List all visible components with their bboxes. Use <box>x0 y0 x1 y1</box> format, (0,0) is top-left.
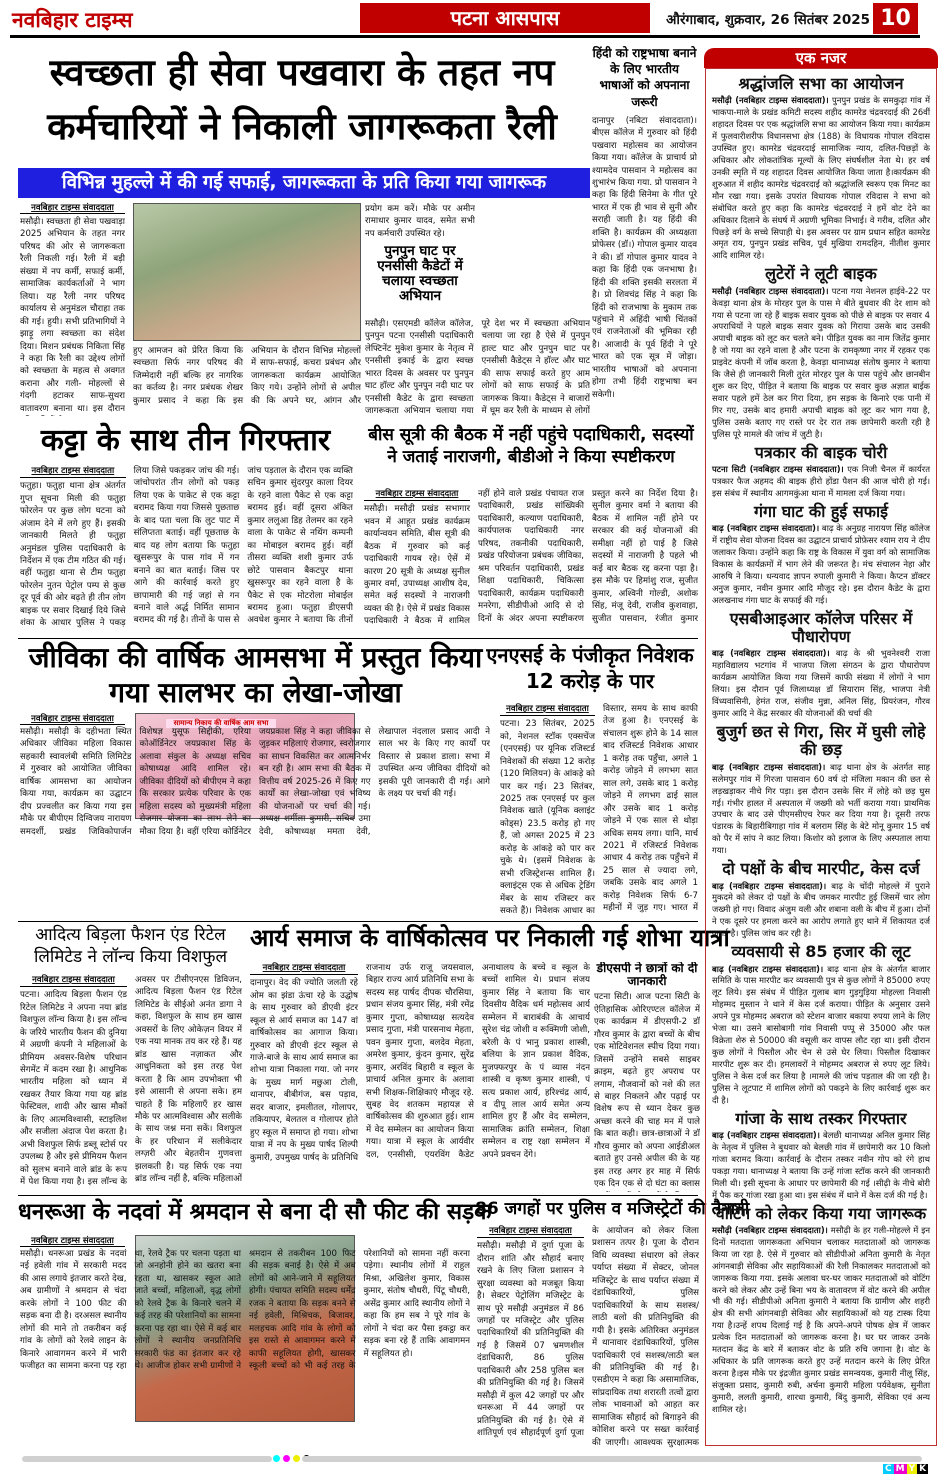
section-title: पटना आसपास <box>450 6 560 30</box>
sidebar-headline: श्रद्धांजलि सभा का आयोजन <box>738 74 904 93</box>
katta-body: फतुहा। फतुहा थाना क्षेत्र अंतर्गत गुप्त सूचना मिली की फतुहा फोरलेन पर कुछ लोग घटना को अंजाम देने में लगे हुए हैं। इसकी जानकारी मिलते ही फतुहा अनुमंडल पुलिस पदाधिकारी के निर्देशन में एक टीम गठित की गई। वहीं फतुहा थाना से टीम फतुहा फोरलेन नुतन पेट्रोल पम्प से कुछ दूर पूर्व की ओर बढ़ते ही तीन लोग बाइक पर सवार दिखाई दिये जिसे शंका के आधार पुलिस ने पकड़ लिया जिसे पकड़कर जांच की गई। जांचोपरांत तीन लोगों को पकड़ लिया एक के पाकेट से एक कट्टा बरामद किया गया जिससे पुछताछ के बाद पता चला कि लुट पाट में संलिप्तता बताई। वहीं पूछताछ के बाद यह लोग बताया कि फतुहा खुसरूपुर के पास गांव में गन बनाने का बात बताई। जिस पर आगे की कार्रवाई करते हुए छापामारी की गई जहां से गन बनाने वाले अर्द्ध निर्मित सामान बरामद की गई है। तीनों के पास से जांच पड़ताल के दौरान एक व्यक्ति सचिन कुमार सुंदरपुर काला दियर के रहने वाला पैकेट से एक कट्टा बरामद हुई। वहीं दूसरा अंकित कुमार ललुआ डिह तेलमर का रहने वाला के पाकेट से नथिंग कम्पनी का मोबाइल बरामद हुई। वहीं तीसरा व्यक्ति शशी कुमार उर्फ छोटे पासवान बैकटपुर थाना खुसरूपुर का रहने वाला है के पैकेट से एक मोटरोला मोबाईल बरामद हुआ। फतुहा डीएसपी अवधेश कुमार ने बताया कि तीनों <box>20 466 353 629</box>
katta-article <box>20 465 353 633</box>
hindi-body: दानापुर (नबिटा संवाददाता)। बीएस कॉलेज में गुरुवार को हिंदी पखवारा महोत्सव का आयोजन किया गया। कॉलेज के प्राचार्य प्रो श्यामदेव पासवान ने महोत्सव का शुभारंभ किया गया. प्रो पासवान ने कहा कि हिंदी सिनेमा के गीत पूरे भारत में एक ही भाव से सुनी और सराही जाती है। यह हिंदी की शक्ति है। कार्यक्रम की अध्यक्षता प्रोफेसर (डॉ।) गोपाल कुमार यादव ने की। डॉ गोपाल कुमार यादव ने कहा कि हिंदी एक जनभाषा है। हिंदी की शक्ति इसकी सरलता में है। प्रो शिवचंद्र सिंह ने कहा कि हिंदी को राजभाषा के मुकाम तक पहुंचाने में अहिंदी भाषी चिंतकों एवं राजनेताओं की भूमिका रही है। आजादी के पूर्व हिंदी ने पूरे भारत को एक सूत्र में जोड़ा। भारतीय भाषाओं को अपनाना होगा तभी हिंदी राष्ट्रभाषा बन सकेगी। <box>592 115 697 400</box>
bees-sutri-article <box>364 488 698 633</box>
katta-headline: कट्टा के साथ तीन गिरफ्तार <box>40 423 331 458</box>
sidebar-story-dateline: बाढ़ (नवबिहार टाइम्स संवाददाता)। <box>712 523 820 534</box>
sidebar-story-dateline: बाढ़ (नवबिहार टाइम्स संवाददाता)। <box>712 880 827 891</box>
byline: नवबिहार टाइम्स संवाददाता <box>20 974 127 987</box>
police-headline: 86 जगहों पर पुलिस व मजिस्ट्रेटों की तैनाती <box>475 1199 750 1219</box>
ek-nazar-tab <box>704 48 938 68</box>
sidebar-story-text: बाढ़ के चोंदी मोहल्ले में पुराने मुकदमे को लेकर दो पक्षों के बीच जमकर मारपीट हुई जिसमें चार लोग जख्मी हो गए। विवाद अंजुम वली और शबाना वली के बीच में हुआ। दोनों ने एक दूसरे पर हमला करने का आरोप लगाते हुए थाने में शिकायत दर्ज कराई है। पुलिस जांच कर रही है। <box>712 880 930 939</box>
sidebar-headline: वोटिंग को लेकर किया गया जागरूक <box>715 1203 927 1223</box>
jeevika-photo-banner: सामान्य निकाय की वार्षिक आम सभा <box>166 719 276 728</box>
bees-sutri-body: मसौढ़ी। मसौढ़ी प्रखंड सभागार भवन में आहूत प्रखंड कार्यक्रम कार्यान्वयन समिति, बीस सूत्री की बैठक में गुरुवार को कई पदाधिकारी गायब रहे। ऐसें में कारण 20 सूत्री के अध्यक्ष सुनील कुमार वर्मा, उपाध्यक्ष आशीष देव, समेत कई सदस्यों ने नाराजगी व्यक्त की है। ऐसे में प्रखंड विकास पदाधिकारी ने बैठक में शामिल नहीं होने वाले प्रखंड पंचायत राज पदाधिकारी, प्रखंड सांख्यिकी पदाधिकारी, कल्याण पदाधिकारी, कार्यपालक पदाधिकारी नगर परिषद, तकनीकी पदाधिकारी, प्रखंड परियोजना प्रबंधक जीविका, श्रम परिवर्तन पदाधिकारी, प्रखंड शिक्षा पदाधिकारी, चिकित्सा पदाधिकारी, कार्यक्रम पदाधिकारी मनरेगा, सीडीपीओ आदि से दो दिनों के अंदर अपना स्पष्टीकरण प्रस्तुत करने का निर्देश दिया है। सुनील कुमार वर्मा ने बताया की बैठक में शामिल नहीं होने पर सरकार की कई योजनाओं की समीक्षा नहीं हो पाई है जिसे सदस्यों में नाराजगी है पहले भी कई बार बैठक रद्द करना पड़ा है। इस मौके पर हिमांशु राज, सुजीत कुमार, अश्विनी गोल्डी, अशोक सिंह, मंजू देवी, राजीव कुशवाहा, सुजीत पासवान, रंजीत कुमार <box>364 489 698 627</box>
sidebar-story-text: बाढ़ थाना क्षेत्र के अंतर्गत बाजार समिति के पास मारपीट कर व्यवसायी पुत्र से कुछ लोगों ने 85000 रुपए लूट लिये। इस संबंध में पीड़ित गुलाब बाग गुड़गुड़िया मोहल्ला निवासी मोहम्मद मुस्तान ने थाने में केस दर्ज कराया। पीड़ित के अनुसार उसने अपने पुत्र मोहम्मद अबराज को स्टेशन बाजार बकाया रुपया लाने के लिए भेजा था। उसने बासोबागी गांव निवासी पप्पू से 35000 और फल विक्रेता शेरु से 50000 की वसूली कर वापस लौट रहा था। इसी दौरान कुछ लोगों ने पिस्तौल और चेन से उसे घेर लिया। पिस्तौल दिखाकर मारपीट शुरू कर दी। हमलावरों ने मोहम्मद अबराज से रुपए लूट लिये। पुलिस ने केस दर्ज कर लिया है ।मामले की जांच पड़ताल की जा रही है। पुलिस ने लूटपाट में शामिल लोगों को पकड़ने के लिए कार्रवाई शुरू कर दी है। <box>712 963 931 1105</box>
dhanrua-headline: धनरूआ के नदवां में श्रमदान से बना दी सौ फीट की सड़क <box>18 1199 492 1225</box>
cmyk-m: M <box>895 1464 905 1474</box>
sidebar-story-dateline: बाढ़ (नवबिहार टाइम्स संवाददाता)। <box>712 761 826 772</box>
jeevika-headline: जीविका की वार्षिक आमसभा में प्रस्तुत किया गया सालभर का लेखा-जोखा <box>28 641 483 709</box>
aditya-headline: आदित्य बिड़ला फैशन एंड रिटेल लिमिटेड ने लॉन्च किया विशफुल <box>33 925 228 968</box>
sidebar-story-body <box>712 964 930 1107</box>
police-article <box>477 1225 699 1450</box>
lead-body-3: प्रयोग कम करें। मौके पर अमीन रामाधार कुमार यादव, समेत सभी नप कर्मचारी उपस्थित रहे। <box>365 204 475 239</box>
arya-body: दानापुर। वेद की ज्योति जलती रहे ओम का झंडा ऊंचा रहे के उद्घोष के साथ गुरुवार को डीएवी इंटर स्कूल से आर्य समाज का 147 वां वार्षिकोत्सव का आगाज किया। गुरुवार को डीएवी इंटर स्कूल से गाजे-बाजे के साथ आर्य समाज का शोभा यात्रा निकाला गया. जो नगर के मुख्य मार्ग मछुआ टोली, थानापर, बीबीगंज, बस पड़ाव, सदर बाजार, इमलीतल, गोलापर, तकियापर, बेलतल व गोलापर होते हुए स्कूल में समाप्त हो गया। शोभा यात्रा में नप के मुख्य पार्षद शिल्पी कुमारी, उपमुख्य पार्षद के प्रतिनिधि राजनाथ उर्फ राजू जयसवाल, बिहार राज्य आर्य प्रतिनिधि सभा के सदस्य सह पार्षद दीपक चौरसिया, प्रधान संजय कुमार सिंह, मंत्री रमेंद्र कुमार गुप्ता, कोषाध्यक्ष सत्यदेव प्रसाद गुप्ता, मंत्री पारसनाथ मेहता, पवन कुमार गुप्ता, बलदेव मेहता, अमरेश कुमार, कुंदन कुमार, सुरेंद्र कुमार, अरविंद बिहारी व स्कूल के प्राचार्य अनिल कुमार के अलावा सभी शिक्षक-शिक्षिकाएं मौजूद रहे. सुबह वेद शतकम महायज्ञ से वार्षिकोत्सव की शुरुआत हुई। शाम में वेद सम्मेलन का आयोजन किया गया। यात्रा में स्कूल के आर्यवीर दल, एनसीसी, एयरविंग कैडेट अनाथालय के बच्चे व स्कूल के बच्चों शामिल थे। प्रधान संजय कुमार सिंह ने बताया कि चार दिवसीय वैदिक धर्म महोत्सव आर्य सम्मेलन में बाराबंकी के आचार्य सुरेश चंद्र जोशी व रूक्मिणी जोशी, बरेली के पं भानु प्रकाश शास्त्री, बलिया के ज्ञान प्रकाश वैदिक, मुजफ्फरपुर के पं व्यास नंदन शास्त्री व कृष्ण कुमार शास्त्री, पं सत्य प्रकाश आर्य, हरिश्चंद्र आर्य, व दीपू लाल आर्य समेत अन्य शामिल हुए हैं और वेद सम्मेलन, सामाजिक क्रांति सम्मेलन, शिक्षा सम्मेलन व राष्ट्र रक्षा सम्मेलन में अपने प्रवचन देंगे। <box>250 963 590 1163</box>
cmyk-y: Y <box>908 1464 916 1474</box>
sidebar-story-dateline: पटना सिटी (नवबिहार टाइम्स संवाददाता)। <box>712 464 844 475</box>
hindi-headline: हिंदी को राष्ट्रभाषा बनाने के लिए भारतीय भाषाओं को अपनाना जरूरी <box>592 46 697 109</box>
lead-photo <box>133 203 361 341</box>
page-number: 10 <box>873 3 918 34</box>
sidebar-story-body <box>712 1225 930 1416</box>
sidebar-story-text: बाढ़ के श्री भुवनेश्वरी राजा महाविद्यालय भटगांव में भाजपा जिला संगठन के द्वारा पौधारोपण कार्यक्रम आयोजित किया गया जिसमें काफी संख्या में लोगों ने भाग लिया। इस दौरान पूर्व जिलाध्यक्ष डॉ सियाराम सिंह, भाजपा नेत्री विंध्यवासिनी, हेमंत राज, संजीव मुन्ना, अनिल सिंह, प्रियरंजन, गौरव कुमार आदि ने केंद्र सरकार की योजनाओं की चर्चा की <box>712 648 931 719</box>
police-body: मसौढ़ी। मसौढ़ी में दुर्गा पूजा के दौरान शांति और सौहार्द बनाए रखने के लिए जिला प्रशासन ने सुरक्षा व्यवस्था को मजबूत किया है। सेक्टर पेट्रोलिंग मजिस्ट्रेट के साथ पूरे मसौढ़ी अनुमंडल में 86 जगहों पर मजिस्ट्रेट और पुलिस पदाधिकारियों की प्रतिनियुक्ति की गई है जिसमें 07 भ्रमणशील दंडाधिकारी, 86 पुलिस पदाधिकारी और 258 पुलिस बल की प्रतिनियुक्ति की गई है। जिसमें मसौढ़ी में कुल 42 जगहों पर और धनरूआ में 44 जगहों पर प्रतिनियुक्ति की गई है। ऐसे में शांतिपूर्ण एवं सौहार्दपूर्ण दुर्गा पूजा के आयोजन को लेकर जिला प्रशासन तत्पर है। पूजा के दौरान विधि व्यवस्था संधारण को लेकर पर्याप्त संख्या में सेक्टर, जोनल मजिस्ट्रेट के साथ पर्याप्त संख्या में दंडाधिकारियों, पुलिस पदाधिकारियों के साथ सशस्त्र/लाठी बलो की प्रतिनियुक्ति की गयी है। इसके अतिरिक्त अनुमंडल में थानावार दंडाधिकारियों, पुलिस पदाधिकारी एवं सशस्त्र/लाठी बल की प्रतिनियुक्ति की गई है। एसडीएम ने कहा कि असामाजिक, सांप्रदायिक तथा शरारती तत्वों द्वारा लोक भावनाओं को आहत कर सामाजिक सौहार्द को बिगाड़ने की कोशिश करने पर सख्त कार्रवाई की जाएगी। आवश्यक सुरक्षात्मक <box>477 1226 699 1448</box>
divider <box>18 638 698 639</box>
sidebar-headline: बुजुर्ग छत से गिरा, सिर में घुसी लोहे की छड़ <box>716 721 926 760</box>
sidebar-story-body <box>712 286 930 441</box>
ek-nazar-box <box>705 68 937 1446</box>
sidebar-story-body <box>712 762 930 857</box>
sidebar-story-body <box>712 464 930 500</box>
sidebar-story-dateline: बाढ़ (नवबिहार टाइम्स संवाददाता)। <box>712 648 830 659</box>
lead-headline: स्वच्छता ही सेवा पखवारा के तहत नप कर्मचारियों ने निकाली जागरूकता रैली <box>47 51 557 148</box>
nse-body: पटना। 23 सितंबर, 2025 को, नेशनल स्टॉक एक्सचेंज (एनएसई) पर यूनिक रजिस्टर्ड निवेशकों की संख्या 12 करोड़ (120 मिलियन) के आंकड़े को पार कर गई। 23 सितंबर, 2025 तक एनएसई पर कुल निवेशक खाते (यूनिक क्लाइंट कोड्स) 23.5 करोड़ हो गए हैं, जो अगस्त 2025 में 23 करोड़ के आंकड़े को पार कर चुके थे। (इसमें निवेशक के सभी रजिस्ट्रेशन्स शामिल हैं। क्लाइंट्स एक से अधिक ट्रेडिंग मेंबर के साथ रजिस्टर कर सकते हैं)। निवेशक आधार का विस्तार, समय के साथ काफी तेज हुआ है। एनएसई के संचालन शुरू होने के 14 साल बाद रजिस्टर्ड निवेशक आधार 1 करोड़ तक पहुँचा, अगले 1 करोड़ जोड़ने में लगभग सात साल लगे, उसके बाद 1 करोड़ जोड़ने में लगभग ढाई साल और उसके बाद 1 करोड़ जोड़ने में एक साल से थोड़ा अधिक समय लगा। यानि, मार्च 2021 में रजिस्टर्ड निवेशक आधार 4 करोड़ तक पहुँचने में 25 साल से ज्यादा लगे, जबकि उसके बाद अगले 1 करोड़ निवेशक सिर्फ 6-7 महीनों में जुड़ गए। भारत में <box>500 704 698 917</box>
sidebar-story-text: एक निजी चैनल में कार्यरत पत्रकार फैज अहमद की बाइक हीरो होंडा पैशन की आज चोरी हो गई। इस संबंध में स्थानीय आगमकुंआ थाना में मामला दर्ज किया गया। <box>712 464 930 498</box>
ek-nazar-title: एक नजर <box>795 49 847 67</box>
lead-banner-text: विभिन्न मुहल्ले में की गई सफाई, जागरूकता के प्रति किया गया जागरूक <box>61 172 547 193</box>
sidebar-headline: लुटेरों ने लूटी बाइक <box>765 264 877 284</box>
sidebar-story-body <box>712 648 930 720</box>
masthead-logo: नवबिहार टाइम्स <box>12 8 133 32</box>
sidebar-story-body <box>712 881 930 941</box>
cmyk-c: C <box>885 1464 892 1474</box>
byline: नवबिहार टाइम्स संवाददाता <box>20 465 126 478</box>
sidebar-story-dateline: मसौढ़ी (नवबिहार टाइम्स संवाददाता)। <box>712 1224 828 1235</box>
dsp-article <box>594 962 700 1192</box>
sidebar-headline: गांजा के साथ तस्कर गिरफ्तार <box>735 1108 907 1128</box>
divider <box>18 921 698 922</box>
sidebar-story-dateline: बाढ़ (नवबिहार टाइम्स संवाददाता)। <box>712 1129 820 1140</box>
sidebar-story-body <box>712 523 930 606</box>
bees-sutri-headline: बीस सूत्री की बैठक में नहीं पहुंचे पदाधिकारी, सदस्यों ने जताई नाराजगी, बीडीओ ने किया स्पष्टीकरण <box>368 425 694 468</box>
hindi-story <box>592 45 697 419</box>
byline: नवबिहार टाइम्स संवाददाता <box>500 703 595 716</box>
sidebar-story-dateline: मसौढ़ी (नवबिहार टाइम्स संवाददाता)। <box>712 95 829 106</box>
byline: नवबिहार टाइम्स संवाददाता <box>477 1225 584 1238</box>
byline: नवबिहार टाइम्स संवाददाता <box>20 713 125 725</box>
sidebar-story-text: बाढ़ के अनुग्रह नारायण सिंह कॉलेज में राष्ट्रीय सेवा योजना दिवस का उद्घाटन प्राचार्य प्रोफ़ेसर श्याम राय ने दीप जलाकर किया। उन्होंने कहा कि राष्ट्र के विकास में युवा वर्ग को सामाजिक विकास के कार्यक्रमों में भाग लेने की जरूरत है। मंच संचालन नेहा और आरुषि ने किया। धन्यवाद ज्ञापन रुपाली कुमारी ने किया। कैप्टन डॉक्टर अनुज कुमार, नवीन कुमार आदि मौजूद रहे। इस दौरान कैडेट के द्वारा अलखनाथ गंगा घाट के सफाई की गई। <box>712 523 931 605</box>
section-banner <box>360 3 650 33</box>
byline: नवबिहार टाइम्स संवाददाता <box>250 962 358 975</box>
sidebar-story-text: पुनपुन प्रखंड के समकुढ़ा गांव में भाकपा-माले के प्रखंड कमिटी सदस्य शहीद कामरेड चंद्रवरदाई की 26वीं शहादत दिवस पर एक श्रद्धांजलि सभा का आयोजन किया गया। कार्यक्रम में फुलवारीशरीफ विधानसभा क्षेत्र (188) के विधायक गोपाल रविदास उपस्थित हुए। कामरेड चंद्रवरदाई सामाजिक न्याय, दलित-पिछड़ों के अधिकार और लोकतांत्रिक मूल्यों के लिए संघर्षशील नेता थे। हर वर्ष उनकी स्मृति में यह शहादत दिवस आयोजित किया जाता है।कार्यक्रम की शुरुआत में शहीद कामरेड चंद्रवरदाई को श्रद्धांजलि स्वरूप एक मिनट का मौन रखा गया। इसके उपरांत विधायक गोपाल रविदास ने सभा को संबोधित करते हुए कहा कि कामरेड चंद्रवरदाई ने हमें वोट देने का अधिकार दिलाने के संघर्ष में अग्रणी भूमिका निभाई। वे गरीब, दलित और पिछड़े वर्ग के सच्चे सिपाही थे। इस अवसर पर ग्राम प्रधान सहित कामरेड अमृत राय, पुनपुन प्रखंड सचिव, पूर्व मुखिया रामदहिन, नीतीश कुमार आदि शामिल रहे। <box>712 95 931 261</box>
ncc-headline: पुनपुन घाट पर एनसीसी कैडेटों में चलाया स्वच्छता अभियान <box>377 243 463 304</box>
lead-body-2: हुए आमजन को प्रेरित किया कि स्वच्छता सिर्फ नगर परिषद की जिम्मेदारी नहीं बल्कि हर नागरिक का कर्तव्य है। नगर प्रबंधक शेखर कुमार प्रसाद ने कहा कि इस अभियान के दौरान विभिन्न मोहल्लों में साफ-सफाई, कचरा प्रबंधन और जागरूकता कार्यक्रम आयोजित किए गये। उन्होंने लोगों से अपील की कि अपने घर, आंगन और <box>133 346 361 406</box>
lead-banner <box>18 168 590 198</box>
header-rule <box>10 35 920 38</box>
aditya-body: पटना। आदित्य बिड़ला फैशन एंड रिटेल लिमिटेड ने अपना नया ब्रांड विशफुल लॉन्च किया है। इस लॉन्च के जरिये भारतीय फैशन की दुनिया में अग्रणी कंपनी ने महिलाओं के प्रीमियम अवसर-विशेष परिधान सेगमेंट में कदम रखा है। आधुनिक भारतीय महिला को ध्यान में रखकर तैयार किया गया यह ब्रांड फेस्टिवल, शादी और खास मौकों के लिए आत्मविश्वासी, स्टाइलिश और सजीला अंदाज पेश करता है। अभी विशफुल सिर्फ डब्लू स्टोर्स पर उपलब्ध है और इसे प्रीमियम फैशन को सुलभ बनाने वाले ब्रांड के रूप में पेश किया गया है। इस लॉन्च के अवसर पर टीसीएनएस डिविजन, आदित्य बिड़ला फैशन एंड रिटेल लिमिटेड के सीईओ अनंत डागा ने कहा, विशफुल के साथ हम खास अवसरों के लिए ओकेज़न वियर में एक नया मानक तय कर रहे हैं। यह ब्रांड खास नज़ाकत और आधुनिकता को इस तरह पेश करता है कि आम उपभोक्ता भी इसे आसानी से अपना सके। हम चाहते हैं कि महिलाएँ हर खास मौके पर आत्मविश्वास और सलीके के साथ जश्न मना सकें। विशफुल के हर परिधान में सलीकेदार लग्ज़री और बेहतरीन गुणवत्ता झलकती है। यह सिर्फ एक नया ब्रांड लॉन्च नहीं है, बल्कि महिलाओं <box>20 975 242 1188</box>
nse-article <box>500 703 698 918</box>
sidebar-headline: गंगा घाट की हुई सफाई <box>753 501 889 521</box>
nse-headline: एनएसई के पंजीकृत निवेशक 12 करोड़ के पार <box>486 643 694 693</box>
cmyk-mark <box>883 1464 928 1474</box>
dhanrua-body: मसौढ़ी। धनरूआ प्रखंड के नदवां नई हवेली गांव में सरकारी मदद की आस लगाये इंतजार करते देख, अब ग्रामीणों ने श्रमदान से चंदा करके लोगों ने 100 फीट की सड़क बना दी है। दरअसल स्थानीय लोगों की माने तो तकरीबन कई गांव के लोगों को रेलवे लाइन के किनारे आवागमन करने में भारी फजीहत का सामना करना पड़ रहा था, रेलवे ट्रैक पर चलना पड़ता था जो अनहोनी होने का खतरा बना रहता था, खासकर स्कूल आते जाते बच्चों, महिलाओं, वृद्ध लोगों को रेलवे ट्रैक के किनारे चलने में कई तरह की परेशानियों का सामना करना पड़ रहा था। ऐसे में कई बार लोगों ने स्थानीय जनप्रतिनिधि सरकारी फंड का इंतजार कर रहे थे। आजीज होकर सभी ग्रामीणों ने श्रमदान से तकरीबन 100 फिट की सड़क बनाई है। ऐसे में अब लोगों को आने-जाने में सहूलियत होगी। पंचायत समिति सदस्य धर्मेंद्र रजक ने बताया कि सड़क बनने से नई हवेली, मिश्रिचक, बिजावर, मलहचक आदि गांव के लोगों को इस रास्ते से आवागमन करने में काफी सहूलियत होगी, खासकर स्कूली बच्चों को भी कई तरह के परेशानियों को सामना नहीं करना पड़ेगा। स्थानीय लोगों में राहुल मिश्रा, अखिलेश कुमार, विकास कुमार, संतोष चौधरी, पिंटू चौधरी, असेंद्र कुमार आदि स्थानीय लोगों ने कहा कि हम सब ने पूरे गांव के लोगों ने चंदा कर पैसा इकट्ठा कर सड़क बना रहे हैं ताकि आवागमन में सहूलियत हो। <box>20 1249 470 1372</box>
sidebar-story-dateline: मसौढ़ी (नवबिहार टाइम्स संवाददाता)। <box>712 285 829 296</box>
lead-col-1 <box>20 202 125 418</box>
sidebar-story-body <box>712 95 930 262</box>
arya-article <box>250 962 590 1192</box>
sidebar-story-body <box>712 1130 930 1202</box>
footer-bar-left <box>22 1456 272 1462</box>
dateline: औरंगाबाद, शुक्रवार, 26 सितंबर 2025 <box>666 12 870 28</box>
dsp-headline: डीएसपी ने छात्रों को दी जानकारी <box>596 962 698 989</box>
divider <box>18 1195 698 1196</box>
aditya-article <box>20 974 242 1192</box>
sidebar-headline: पत्रकार की बाइक चोरी <box>754 442 888 462</box>
sidebar-headline: दो पक्षों के बीच मारपीट, केस दर्ज <box>722 859 920 879</box>
arya-headline: आर्य समाज के वार्षिकोत्सव पर निकाली गई शोभा यात्रा <box>250 924 730 952</box>
sidebar-headline: एसबीआइआर कॉलेज परिसर में पौधारोपण <box>729 608 913 647</box>
sidebar-story-text: मसौढ़ी के हर गली-मोहल्ले में इन दिनों मतदाता जागरूकता अभियान चलाकर मतदाताओं को जागरूक किया जा रहा है. ऐसे में गुरुवार को सीडीपीओ अनिता कुमारी के नेतृत आंगनबाड़ी सेविका और सहायिकाओं की रैली निकालकर मतदाताओं को जागरूक किया गया. इसके अलावा घर-घर जाकर मतदाताओं को वोटिंग करने को लेकर और उन्हें बिना भय के वातावरण में वोट करने की अपील भी की गई। सीडीपीओ अनिता कुमारी ने बताया कि ग्रामीण और शहरी क्षेत्र की सभी आंगनबाड़ी सेविका और सहायिकाओं को यह टास्क दिया गया है।उन्हें शपथ दिलाई गई है कि अपने-अपने पोषक क्षेत्र में जाकर प्रत्येक दिन मतदाताओं को जागरूक करना है। घर घर जाकर उनके मतदान केंद्र के बारे में बताकर वोट के प्रति रुचि जगाना है। वोट के अधिकार के प्रति जागरूक करते हुए उन्हें मतदान करने के लिए प्रेरित करना है।इस मौके पर इंद्रजीत कुमार प्रखंड समन्वयक, कुमारी नीलू सिंह, संजुक्ता प्रसाद, कुमारी रुबी, अर्चना कुमारी महिला पर्यवेक्षक, सुनीता कुमारी, ललती कुमारी, शारधा कुमारी, बिंदु कुमारी, सेविका एवं अन्य शामिल रहे। <box>712 1224 930 1414</box>
byline: नवबिहार टाइम्स संवाददाता <box>20 202 125 214</box>
byline: नवबिहार टाइम्स संवाददाता <box>364 488 470 501</box>
byline: नवबिहार टाइम्स संवाददाता <box>20 1235 125 1247</box>
sidebar-story-text: बेलछी थानाध्यक्ष अनिल कुमार सिंह के नेतृत्व में पुलिस ने बुधवार को बेलछी गांव में छापेमारी कर 10 किलो गांजा बरामद किया। कार्रवाई के दौरान तस्कर नवीन गोप को रंगे हाथ पकड़ा गया। थानाध्यक्ष ने बताया कि उन्हें गांजा स्टॉक करने की जानकारी मिली थी। इसी सूचना के आधार पर छापेमारी की गई ।सीढ़ी के नीचे बोरी में पैक कर गांजा रखा हुआ था। इस संबंध में थाने में केस दर्ज की गई है। <box>712 1129 930 1200</box>
jeevika-body: मसौढ़ी। मसौढ़ी के दहीभता स्थित अधिकार जीविका महिला विकास सहकारी स्वावलंबी समिति लिमिटेड में गुरुवार को आयोजित जीविका वार्षिक आमसभा का आयोजन किया गया, कार्यक्रम का उद्घाटन दीप प्रज्वलीत कर किया गया इस मौके पर बीपीएम दिग्विजय नारायण समदर्शी, प्रखंड जिविकोपार्जन विशेषज्ञ युसूफ सिद्दीकी, एरिया कोऑर्डिनेटर जयप्रकाश सिंह के अलावा संकुल के अध्यक्ष सचिव कोषाध्यक्ष आदि शामिल रहे। जीविका दीदियों को बीपीएम ने कहा कि सरकार प्रत्येक परिवार के एक महिला सदस्य को मुख्यमंत्री महिला रोजगार योजना का लाभ लेने का मौका दिया है। वहीं एरिया कोर्डिनेटर जयप्रकाश सिंह ने कहा जीविका से जुड़कर महिलाएं रोजगार, स्वरोजगार का साधन विकसित कर आत्मनिर्भर बन रही है। आम सभा की बैठक में वित्तीय वर्ष 2025-26 में किए गए कार्यों का लेखा-जोखा एवं भविष्य की योजनाओं पर चर्चा की गई। अध्यक्ष शर्मीला कुमारी, सचिव उमा देवी, कोषाध्यक्ष ममता देवी, लेखापाल नंदलाल प्रसाद आदी ने साल भर के किए गए कार्यों पर विस्तार से प्रकाश डाला। सभा में उपस्थित अन्य जीविका दीदियों को इसकी पूरी जानकारी दी गई। आगे के लक्ष्य पर चर्चा की गई। <box>20 727 490 837</box>
lead-body: मसौढ़ी। स्वच्छता ही सेवा पखवाड़ा 2025 अभियान के तहत नगर परिषद की ओर से जागरूकता रैली निकली गई। रैली में बड़ी संख्या में नप कर्मी, सफाई कर्मी, सामाजिक कार्यकर्ताओं ने भाग लिया। यह रैली नगर परिषद कार्यालय से अनुमंडल चौराहा तक की गई। हुयी। सभी प्रतिभागियों ने झाड़ू लगा स्वच्छता का संदेश दिया। मिशन प्रबंधक निकिता सिंह ने कहा कि रैली का उद्देश्य लोगों को स्वच्छता के महत्व से अवगत कराना और गली- मोहल्लों से गंदगी हटाकर साफ-सुथरा वातावरण बनाना था। इस दौरान <box>20 217 125 414</box>
sidebar-headline: व्यवसायी से 85 हजार की लूट <box>731 942 911 962</box>
dsp-body: पटना सिटी। आज पटना सिटी के ऐतिहासिक ओरिएण्टल कॉलेज में एक कार्यक्रम में डीएसपी-2 डॉ गौरव कुमार के द्वारा बच्चों के बीच एक मोटिवेशनल स्पीच दिया गया। जिसमें उन्होंने सबसे साइबर क्राइम, बढ़ते हुए अपराध पर लगाम, नौजवानों को नशे की लत से बाहर निकलने और पढ़ाई पर विशेष रूप से ध्यान देकर कुछ अच्छा करने की चाह मन में पाले कि बात कही। छात्र-छात्राओं ने डॉ गौरव कुमार को अपना आईडीअल बताते हुए उनसे अपील की के यह इस तरह अगर हर माह में सिर्फ एक दिन एक से दो घंटा का क्लास <box>594 992 700 1190</box>
ncc-body: मसौढ़ी। एसएमडी कॉलेज कॉलेज, पुनपुन पटना एनसीसी पदाधिकारी लेफ्टिनेंट मुकेश कुमार के नेतृत्व में एनसीसी इकाई के द्वारा स्वच्छ भारत दिवस के अवसर पर पुनपुन घाट हॉल्ट और पुनपुन नदी घाट पर एनसीसी कैडेट के द्वारा स्वच्छता जागरूकता अभियान चलाया गया पूरे देश भर में स्वच्छता अभियान चलाया जा रहा है ऐसे में पुनपुन हाल्ट घाट और पुनपुन घाट पर एनसीसी कैडेट्स ने हॉल्ट और घाट की साफ सफाई करते हुए आम लोगों को साफ सफाई के प्रति जागरूक किया। कैडेट्स ने बाजारों में घूम कर रैली के माध्यम से लोगों <box>365 319 590 417</box>
sidebar-story-text: बाढ़ थाना क्षेत्र के अंतर्गत साह सलेमपुर गांव में गिरजा पासवान 60 वर्ष दो मंजिला मकान की छत से लड़खड़ाकर नीचे गिर पड़ा। इस दौरान उसके सिर में लोहे को छड़ घुस गई। गंभीर हालत में अस्पताल में जख्मी को भर्ती कराया गया। प्राथमिक उपचार के बाद उसे पीएमसीएच रेफर कर दिया गया है। दूसरी तरफ पंडारक के बिहारीबिगाहा गांव में बलराम सिंह के बेटे मोनू कुमार 15 वर्ष को पैर में सांप ने काट लिया। किशोर को इलाज के लिए अस्पताल लाया गया। <box>712 761 930 856</box>
sidebar-story-text: पटना गया नेशनल हाईवे-22 पर केवड़ा थाना क्षेत्र के मोरहर पुल के पास मे बीते बुधवार की देर शाम को गया से पटना जा रहे हैं बाइक सवार युवक को पीछे से बाइक पर सवार 4 अपराधियों ने पहले बाइक सवार युवक को गिराया उसके बाद उसकी अपाची बाइक को लूट कर चलते बने। पीड़ित युवक का नाम जितेंद्र कुमार है जो गया का रहने वाला है और पटना के रामकृष्णा नगर में रहकर एक प्राइवेट कंपनी में जॉब करता है, केवड़ा थानाध्यक्ष संतोष कुमार ने बताया कि जैसे ही जानकारी मिली तुरंत मोरहर पुल के पास पहुंचे और छानबीन शुरू कर दिए, पीड़ित ने बताया कि बाइक पर सवार कुछ अज्ञात बाईक सवार पहले हमें ठेल कर गिरा दिया, हम सड़क के किनारे एक पानी में गिर गए, उसके बाद हमारी अपाची बाइक को लूट कर भाग गया है, पुलिस उसके बताए गए रास्ते पर देर रात तक छापेमारी करती रही है पुलिस पूरे मामले की जांच में जुटी है। <box>712 285 930 439</box>
cmyk-k: K <box>919 1464 927 1474</box>
footer-bar-right <box>302 1456 922 1462</box>
sidebar-story-dateline: बाढ़ (नवबिहार टाइम्स संवाददाता)। <box>712 963 824 974</box>
